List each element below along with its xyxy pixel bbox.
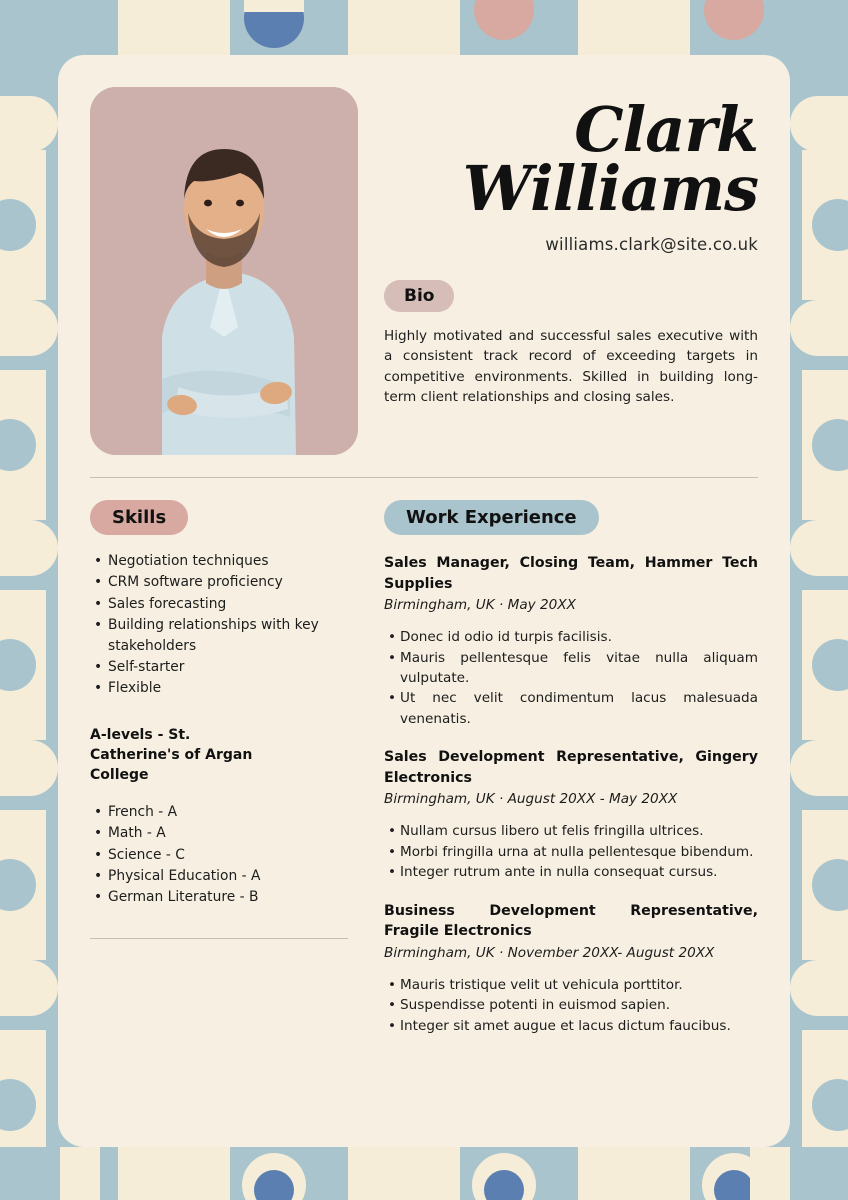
education-list: [90, 802, 342, 908]
work-entry: [384, 901, 758, 1036]
list-item: • Integer rutrum ante in nulla consequat cursus.: [400, 862, 758, 882]
list-item: • Building relationships with key stakeholders: [106, 615, 342, 656]
list-item: • Math - A: [106, 823, 342, 843]
left-column-divider: [90, 938, 348, 939]
job-bullets: [384, 627, 758, 729]
job-meta: Birmingham, UK · August 20XX - May 20XX: [384, 791, 678, 808]
bio-section-label: Bio: [384, 280, 454, 312]
left-column: [90, 500, 358, 1036]
list-item: • Negotiation techniques: [106, 551, 342, 571]
list-item: • Physical Education - A: [106, 866, 342, 886]
resume-card: [58, 55, 790, 1147]
education-title: A-levels - St. Catherine's of Argan College: [90, 726, 253, 784]
job-meta: Birmingham, UK · November 20XX- August 20XX: [384, 944, 715, 961]
list-item: • Mauris tristique velit ut vehicula porttitor.: [400, 975, 758, 995]
list-item: • Suspendisse potenti in euismod sapien.: [400, 995, 758, 1015]
list-item: • French - A: [106, 802, 342, 822]
list-item: • Morbi fringilla urna at nulla pellentesque bibendum.: [400, 842, 758, 862]
resume-body: [58, 478, 790, 1036]
first-name: Clark: [574, 93, 758, 166]
list-item: • CRM software proficiency: [106, 572, 342, 592]
email-link[interactable]: williams.clark@site.co.uk: [545, 234, 758, 254]
work-section-label: Work Experience: [384, 500, 599, 535]
skills-list: [90, 551, 342, 699]
list-item: • Ut nec velit condimentum lacus malesuada venenatis.: [400, 688, 758, 729]
list-item: • Mauris pellentesque felis vitae nulla aliquam vulputate.: [400, 648, 758, 689]
job-title: Sales Manager, Closing Team, Hammer Tech Supplies: [384, 555, 758, 592]
job-meta: Birmingham, UK · May 20XX: [384, 597, 576, 614]
job-title: Business Development Representative, Fragile Electronics: [384, 902, 758, 940]
skills-section-label: Skills: [90, 500, 188, 535]
right-column: [358, 500, 758, 1036]
last-name: Williams: [462, 151, 758, 225]
list-item: • Nullam cursus libero ut felis fringilla ultrices.: [400, 821, 758, 841]
job-bullets: [384, 821, 758, 882]
list-item: • Integer sit amet augue et lacus dictum faucibus.: [400, 1016, 758, 1036]
job-title: Sales Development Representative, Gingery Electronics: [384, 749, 758, 786]
resume-header: [58, 55, 790, 455]
bio-text: Highly motivated and successful sales executive with a consistent track record of exceeding targets in competitive environments. Skilled in building long-term client relationships and closing sales.: [384, 327, 758, 405]
list-item: • Self-starter: [106, 657, 342, 677]
page-title: [384, 93, 758, 225]
list-item: • Sales forecasting: [106, 594, 342, 614]
avatar: [90, 87, 358, 455]
list-item: • Science - C: [106, 845, 342, 865]
list-item: • German Literature - B: [106, 887, 342, 907]
work-entry: [384, 747, 758, 882]
list-item: • Donec id odio id turpis facilisis.: [400, 627, 758, 647]
job-bullets: [384, 975, 758, 1036]
header-text-block: [358, 87, 758, 455]
work-entry: [384, 553, 758, 729]
list-item: • Flexible: [106, 678, 342, 698]
